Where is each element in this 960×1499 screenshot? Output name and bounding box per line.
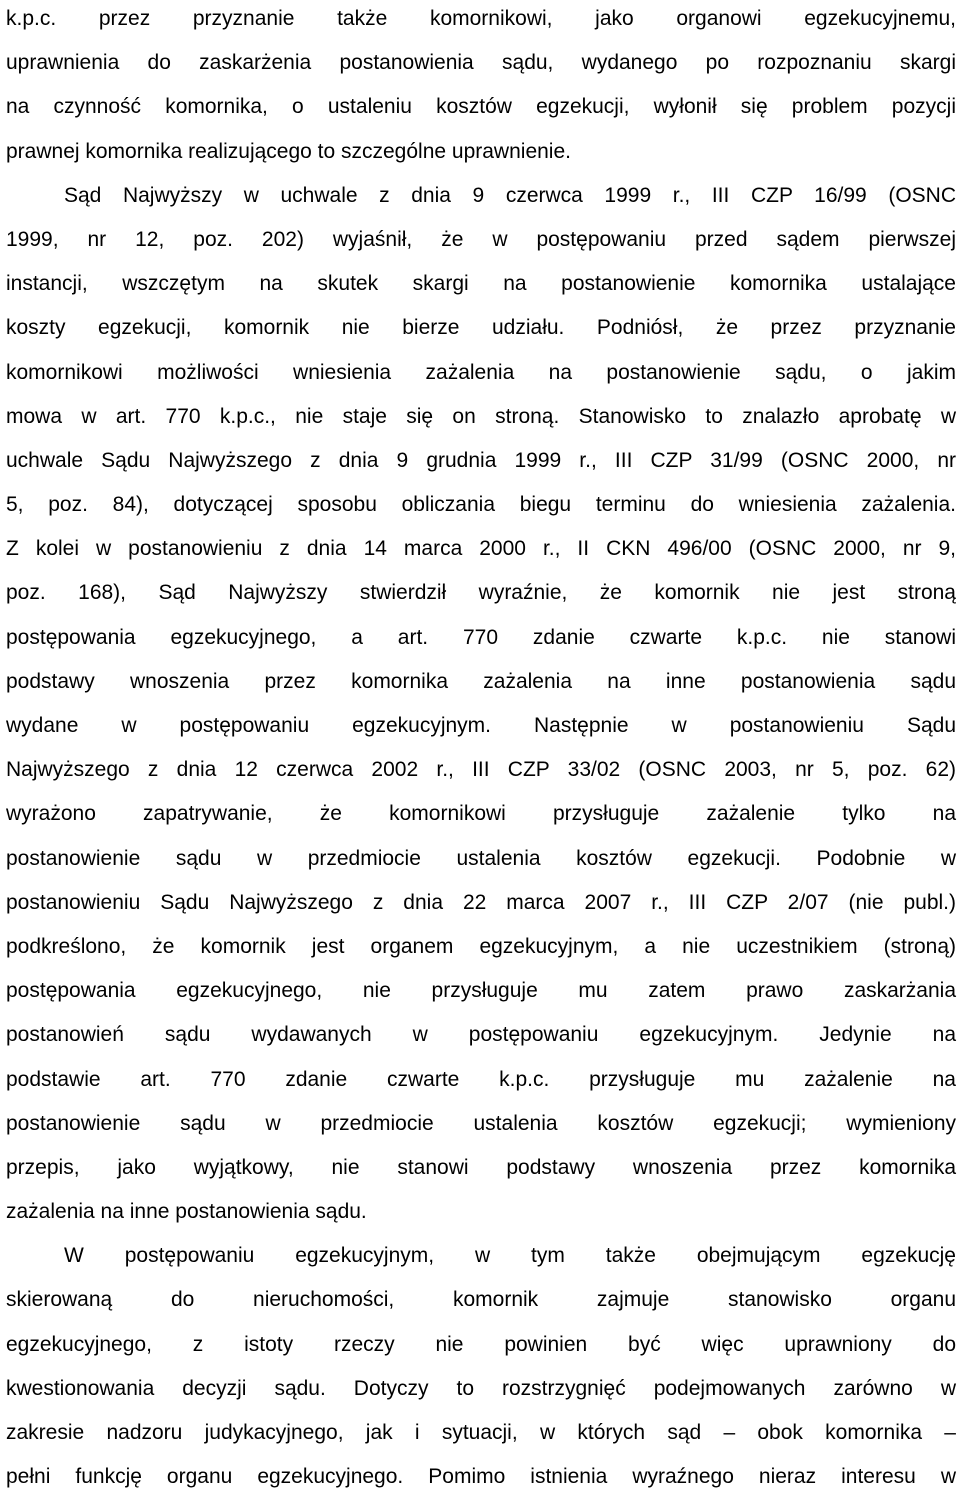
text-line: postępowania egzekucyjnego, a art. 770 zdanie czwarte k.p.c. nie stanowi bbox=[6, 625, 956, 649]
text-line: podstawy wnoszenia przez komornika zażalenia na inne postanowienia sądu bbox=[6, 669, 956, 693]
text-line: Z kolei w postanowieniu z dnia 14 marca 2000 r., II CKN 496/00 (OSNC 2000, nr 9, bbox=[6, 537, 956, 561]
text-line: podkreślono, że komornik jest organem egzekucyjnym, a nie uczestnikiem (stroną) bbox=[6, 934, 956, 958]
text-line: postanowień sądu wydawanych w postępowaniu egzekucyjnym. Jedynie na bbox=[6, 1023, 956, 1047]
text-line: koszty egzekucji, komornik nie bierze udziału. Podniósł, że przez przyznanie bbox=[6, 316, 956, 340]
text-line: W postępowaniu egzekucyjnym, w tym także obejmującym egzekucję bbox=[64, 1244, 956, 1268]
text-line: podstawie art. 770 zdanie czwarte k.p.c. przysługuje mu zażalenie na bbox=[6, 1067, 956, 1091]
text-line: uprawnienia do zaskarżenia postanowienia sądu, wydanego po rozpoznaniu skargi bbox=[6, 51, 956, 75]
text-line: uchwale Sądu Najwyższego z dnia 9 grudnia 1999 r., III CZP 31/99 (OSNC 2000, nr bbox=[6, 448, 956, 472]
text-line: wydane w postępowaniu egzekucyjnym. Następnie w postanowieniu Sądu bbox=[6, 714, 956, 737]
text-line: prawnej komornika realizującego to szczególne uprawnienie. bbox=[6, 139, 571, 163]
text-line: Najwyższego z dnia 12 czerwca 2002 r., III CZP 33/02 (OSNC 2003, nr 5, poz. 62) bbox=[6, 758, 956, 782]
text-line: skierowaną do nieruchomości, komornik zajmuje stanowisko organu bbox=[6, 1288, 956, 1312]
text-line: instancji, wszczętym na skutek skargi na postanowienie komornika ustalające bbox=[6, 272, 956, 296]
text-line: zażalenia na inne postanowienia sądu. bbox=[6, 1200, 367, 1224]
text-line: k.p.c. przez przyznanie także komornikowi, jako organowi egzekucyjnemu, bbox=[6, 7, 956, 30]
text-line: postanowienie sądu w przedmiocie ustalenia kosztów egzekucji. Podobnie w bbox=[6, 846, 956, 870]
text-line: przepis, jako wyjątkowy, nie stanowi podstawy wnoszenia przez komornika bbox=[6, 1155, 956, 1179]
text-line: zakresie nadzoru judykacyjnego, jak i sytuacji, w których sąd – obok komornika – bbox=[6, 1421, 956, 1444]
text-line: 1999, nr 12, poz. 202) wyjaśnił, że w postępowaniu przed sądem pierwszej bbox=[6, 227, 956, 251]
text-line: postanowienie sądu w przedmiocie ustalenia kosztów egzekucji; wymieniony bbox=[6, 1111, 956, 1135]
text-line: egzekucyjnego, z istoty rzeczy nie powinien być więc uprawniony do bbox=[6, 1332, 956, 1356]
text-line: wyrażono zapatrywanie, że komornikowi przysługuje zażalenie tylko na bbox=[6, 802, 956, 826]
text-line: postępowania egzekucyjnego, nie przysługuje mu zatem prawo zaskarżania bbox=[6, 979, 956, 1003]
text-line: kwestionowania decyzji sądu. Dotyczy to rozstrzygnięć podejmowanych zarówno w bbox=[6, 1376, 956, 1400]
text-line: komornikowi możliwości wniesienia zażalenia na postanowienie sądu, o jakim bbox=[6, 360, 956, 384]
text-line: poz. 168), Sąd Najwyższy stwierdził wyraźnie, że komornik nie jest stroną bbox=[6, 581, 956, 605]
text-line: Sąd Najwyższy w uchwale z dnia 9 czerwca 1999 r., III CZP 16/99 (OSNC bbox=[64, 183, 956, 207]
text-line: postanowieniu Sądu Najwyższego z dnia 22 marca 2007 r., III CZP 2/07 (nie publ.) bbox=[6, 890, 956, 914]
text-line: na czynność komornika, o ustaleniu kosztów egzekucji, wyłonił się problem pozycji bbox=[6, 95, 956, 119]
text-line: mowa w art. 770 k.p.c., nie staje się on stroną. Stanowisko to znalazło aprobatę w bbox=[6, 404, 956, 428]
text-line: pełni funkcję organu egzekucyjnego. Pomimo istnienia wyraźnego nieraz interesu w bbox=[6, 1465, 956, 1489]
document-page bbox=[6, 0, 956, 1499]
text-line: 5, poz. 84), dotyczącej sposobu obliczania biegu terminu do wniesienia zażalenia. bbox=[6, 493, 956, 517]
